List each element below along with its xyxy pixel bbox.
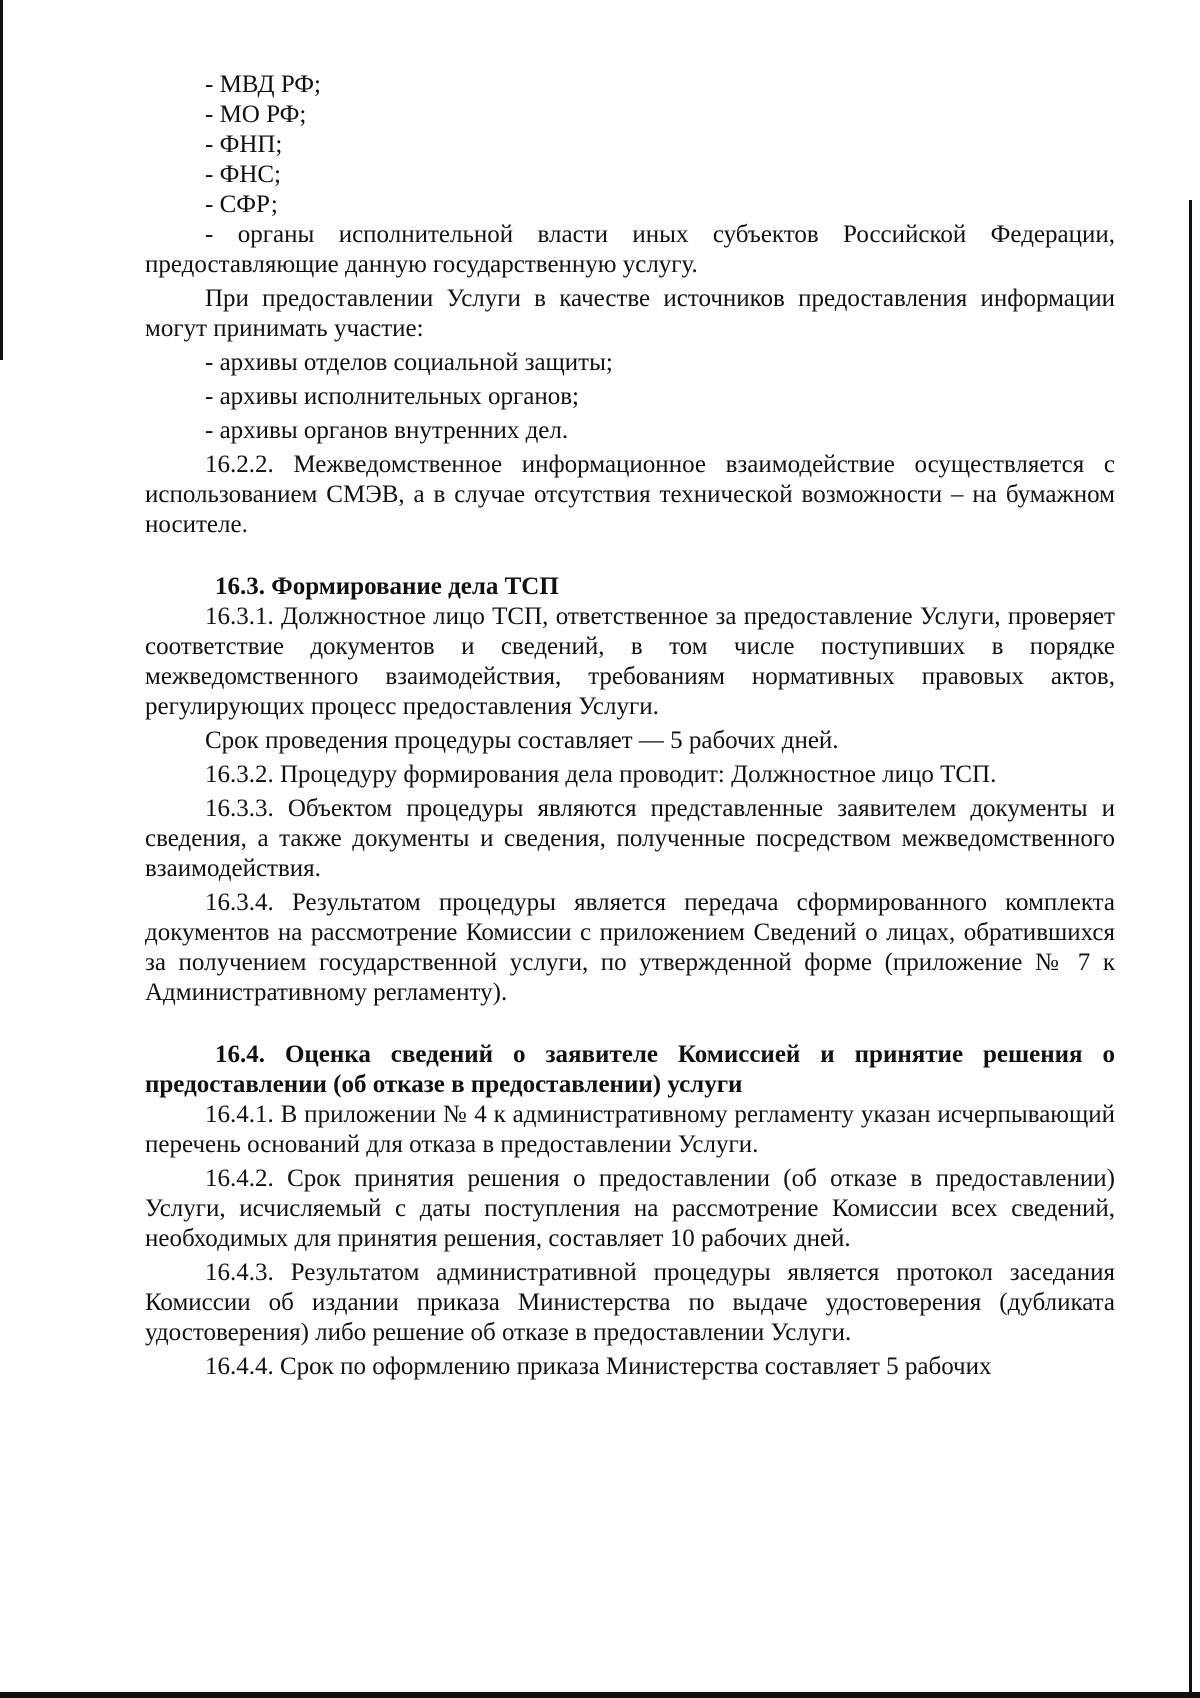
paragraph-16-4-1: 16.4.1. В приложении № 4 к административному регламенту указан исчерпывающий перечень оснований для отказа в предоставлении Услуги. [145, 1101, 1115, 1158]
paragraph-16-3-3: 16.3.3. Объектом процедуры являются представленные заявителем документы и сведения, а также документы и сведения, полученные посредством межведомственного взаимодействия. [145, 795, 1115, 882]
scan-edge-left [0, 0, 3, 360]
paragraph-sources: При предоставлении Услуги в качестве источников предоставления информации могут принимать участие: [145, 285, 1115, 342]
list-item: - МО РФ; [205, 101, 307, 128]
scan-edge-bottom [0, 1692, 1200, 1698]
paragraph-16-4-2: 16.4.2. Срок принятия решения о предоставлении (об отказе в предоставлении) Услуги, исчисляемый с даты поступления на рассмотрение Комиссии всех сведений, необходимых для принятия решения, составляет 10 рабочих дней. [145, 1165, 1115, 1252]
list-item: - архивы отделов социальной защиты; [205, 349, 613, 376]
paragraph-term: Срок проведения процедуры составляет — 5 рабочих дней. [205, 727, 839, 754]
paragraph-16-4-4: 16.4.4. Срок по оформлению приказа Министерства составляет 5 рабочих [205, 1353, 992, 1380]
heading-16-4: 16.4. Оценка сведений о заявителе Комиссией и принятие решения о предоставлении (об отказе в предоставлении) услуги [145, 1041, 1115, 1098]
list-item: - ФНС; [205, 161, 282, 188]
list-item: - архивы органов внутренних дел. [205, 417, 569, 444]
paragraph-16-2-2: 16.2.2. Межведомственное информационное взаимодействие осуществляется с использованием СМЭВ, а в случае отсутствия технической возможности – на бумажном носителе. [145, 451, 1115, 538]
paragraph-16-4-3: 16.4.3. Результатом административной процедуры является протокол заседания Комиссии об издании приказа Министерства по выдаче удостоверения (дубликата удостоверения) либо решение об отказе в предоставлении Услуги. [145, 1259, 1115, 1346]
scan-edge-right [1189, 200, 1192, 1698]
paragraph-16-3-1: 16.3.1. Должностное лицо ТСП, ответственное за предоставление Услуги, проверяет соответствие документов и сведений, в том числе поступивших в порядке межведомственного взаимодействия, требованиям нормативных правовых актов, регулирующих процесс предоставления Услуги. [145, 603, 1115, 720]
paragraph-16-3-2: 16.3.2. Процедуру формирования дела проводит: Должностное лицо ТСП. [205, 761, 997, 788]
list-item: - ФНП; [205, 131, 283, 158]
list-item: - МВД РФ; [205, 71, 322, 98]
list-item: - архивы исполнительных органов; [205, 383, 579, 410]
list-item-last: - органы исполнительной власти иных субъектов Российской Федерации, предоставляющие данную государственную услугу. [145, 221, 1115, 278]
list-item: - СФР; [205, 191, 278, 218]
paragraph-16-3-4: 16.3.4. Результатом процедуры является передача сформированного комплекта документов на рассмотрение Комиссии с приложением Сведений о лицах, обратившихся за получением государственной услуги, по утвержденной форме (приложение № 7 к Административному регламенту). [145, 889, 1115, 1006]
document-body [145, 70, 1115, 1382]
heading-16-3: 16.3. Формирование дела ТСП [215, 573, 559, 600]
